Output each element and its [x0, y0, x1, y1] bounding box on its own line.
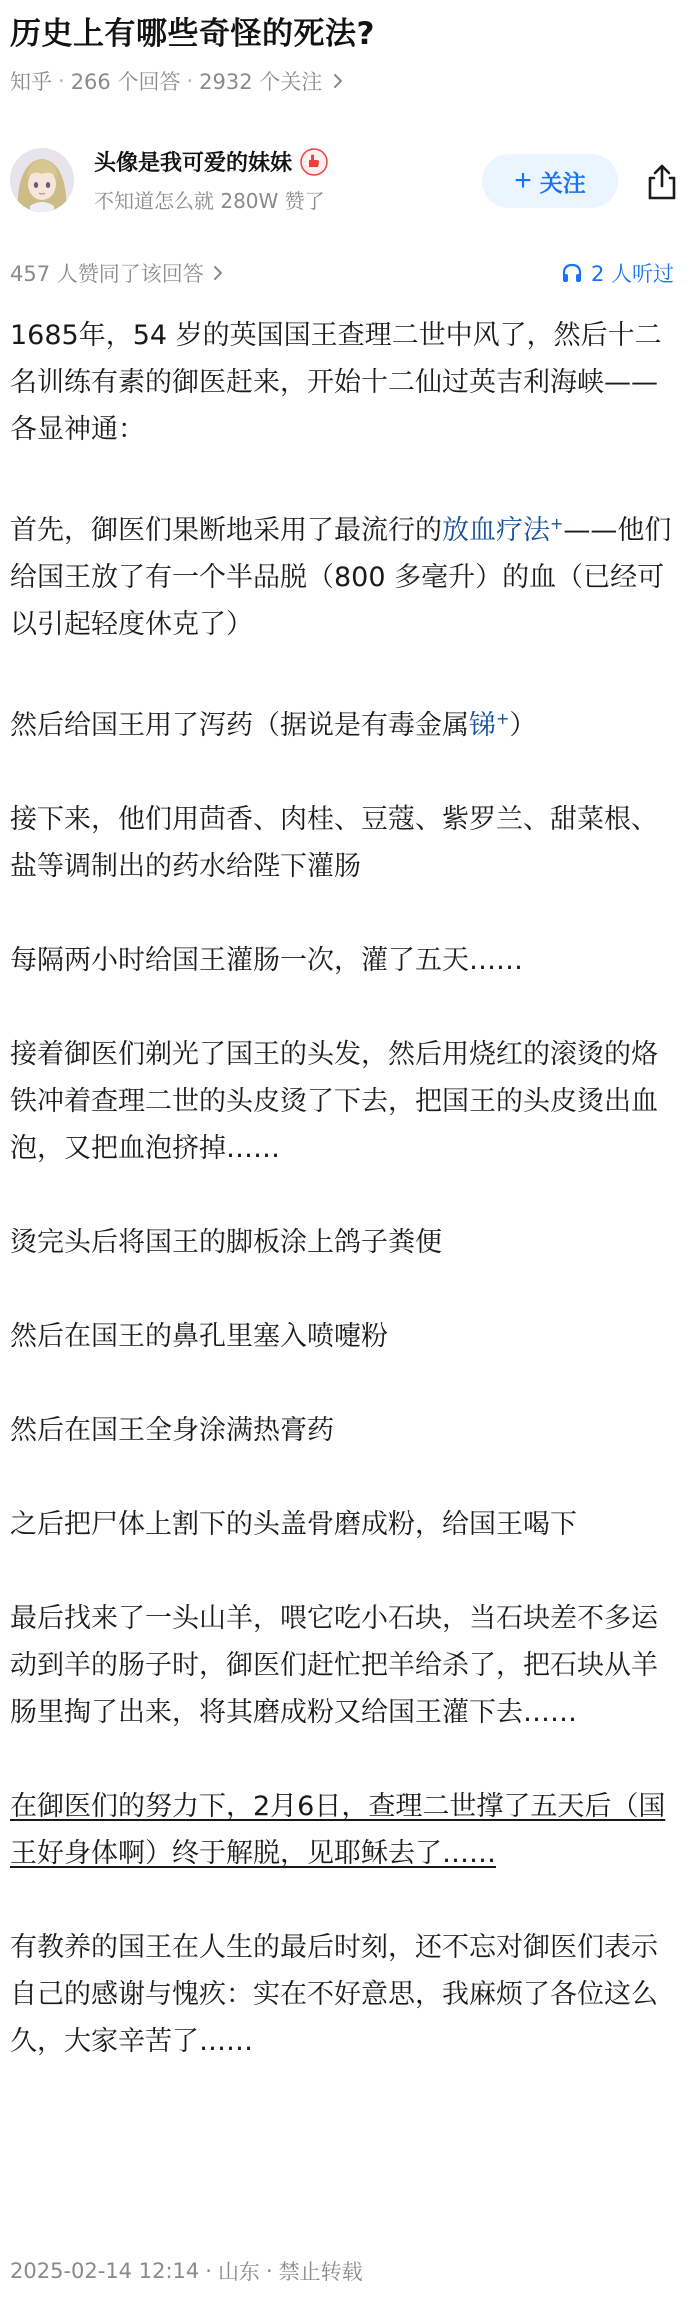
stats-row [10, 258, 674, 288]
answer-text: 首先，御医们果断地采用了最流行的 [10, 515, 442, 546]
answer-paragraph: 然后在国王的鼻孔里塞入喷嚏粉 [10, 1321, 388, 1352]
meta-separator: · [186, 69, 194, 93]
agree-stats[interactable] [10, 258, 226, 288]
headphones-icon [561, 262, 583, 284]
bloodletting-link[interactable]: 放血疗法+ [442, 514, 564, 546]
listen-button[interactable] [561, 258, 674, 288]
chevron-right-icon [210, 265, 226, 281]
answer-paragraph-highlighted: 在御医们的努力下，2月6日，查理二世撑了五天后（国王好身体啊）终于解脱，见耶稣去了…… [10, 1791, 666, 1869]
meta-separator: · [58, 69, 65, 93]
answer-text: 然后给国王用了泻药（据说是有毒金属 [10, 710, 469, 741]
follow-button[interactable] [482, 154, 618, 208]
follow-label: 关注 [539, 169, 586, 196]
answer-paragraph: 有教养的国王在人生的最后时刻，还不忘对御医们表示自己的感谢与愧疚：实在不好意思，我麻烦了各位这么久，大家辛苦了…… [10, 1932, 658, 2057]
author-name-line [94, 146, 328, 177]
answer-paragraph: 之后把尸体上割下的头盖骨磨成粉，给国王喝下 [10, 1509, 577, 1540]
agree-count: 457 人赞同了该回答 [10, 262, 204, 286]
listen-label: 人听过 [611, 262, 674, 286]
source-label: 知乎 [10, 70, 52, 94]
question-title[interactable]: 历史上有哪些奇怪的死法? [10, 16, 375, 52]
answer-paragraph: 烫完头后将国王的脚板涂上鸽子粪便 [10, 1227, 442, 1258]
share-icon[interactable] [642, 162, 682, 202]
answer-paragraph: 1685年，54 岁的英国国王查理二世中风了，然后十二名训练有素的御医赶来，开始十二仙过英吉利海峡——各显神通： [10, 320, 662, 445]
question-meta[interactable] [10, 66, 674, 96]
ip-location: 山东 [217, 2260, 260, 2284]
author-description: 不知道怎么就 280W 赞了 [94, 189, 325, 213]
listen-count: 2 [590, 262, 605, 286]
footer-separator: · [205, 2259, 212, 2283]
answer-text: ——他们给国王放了有一个半品脱（800 多毫升）的血（已经可以引起轻度休克了） [10, 515, 672, 640]
answer-footer [10, 2256, 363, 2286]
footer-separator: · [265, 2259, 273, 2283]
follower-count: 2932 个关注 [199, 70, 323, 94]
answer-body [10, 312, 674, 2065]
author-row [10, 140, 674, 220]
answer-paragraph: 然后在国王全身涂满热膏药 [10, 1415, 334, 1446]
avatar[interactable] [10, 148, 74, 212]
answer-paragraph: 每隔两小时给国王灌肠一次，灌了五天…… [10, 945, 523, 976]
answer-paragraph [10, 695, 674, 749]
anime-girl-avatar-icon [10, 148, 74, 212]
chevron-right-icon [330, 73, 346, 89]
hand-badge-icon [300, 148, 328, 176]
answer-paragraph: 接着御医们剃光了国王的头发，然后用烧红的滚烫的烙铁冲着查理二世的头皮烫了下去，把国王的头皮烫出血泡，又把血泡挤掉…… [10, 1039, 658, 1164]
answer-paragraph: 接下来，他们用茴香、肉桂、豆蔻、紫罗兰、甜菜根、盐等调制出的药水给陛下灌肠 [10, 804, 658, 882]
author-name[interactable]: 头像是我可爱的妹妹 [94, 151, 293, 176]
author-info [94, 146, 328, 214]
answer-text: ） [509, 710, 537, 741]
answer-paragraph [10, 500, 674, 648]
publish-datetime: 2025-02-14 12:14 [10, 2259, 200, 2283]
plus-icon: + [514, 164, 532, 197]
antimony-link[interactable]: 锑+ [469, 709, 510, 741]
copyright-notice: 禁止转载 [278, 2260, 363, 2284]
answer-paragraph: 最后找来了一头山羊，喂它吃小石块，当石块差不多运动到羊的肠子时，御医们赶忙把羊给杀了，把石块从羊肠里掏了出来，将其磨成粉又给国王灌下去…… [10, 1603, 658, 1728]
answer-count: 266 个回答 [70, 70, 181, 94]
